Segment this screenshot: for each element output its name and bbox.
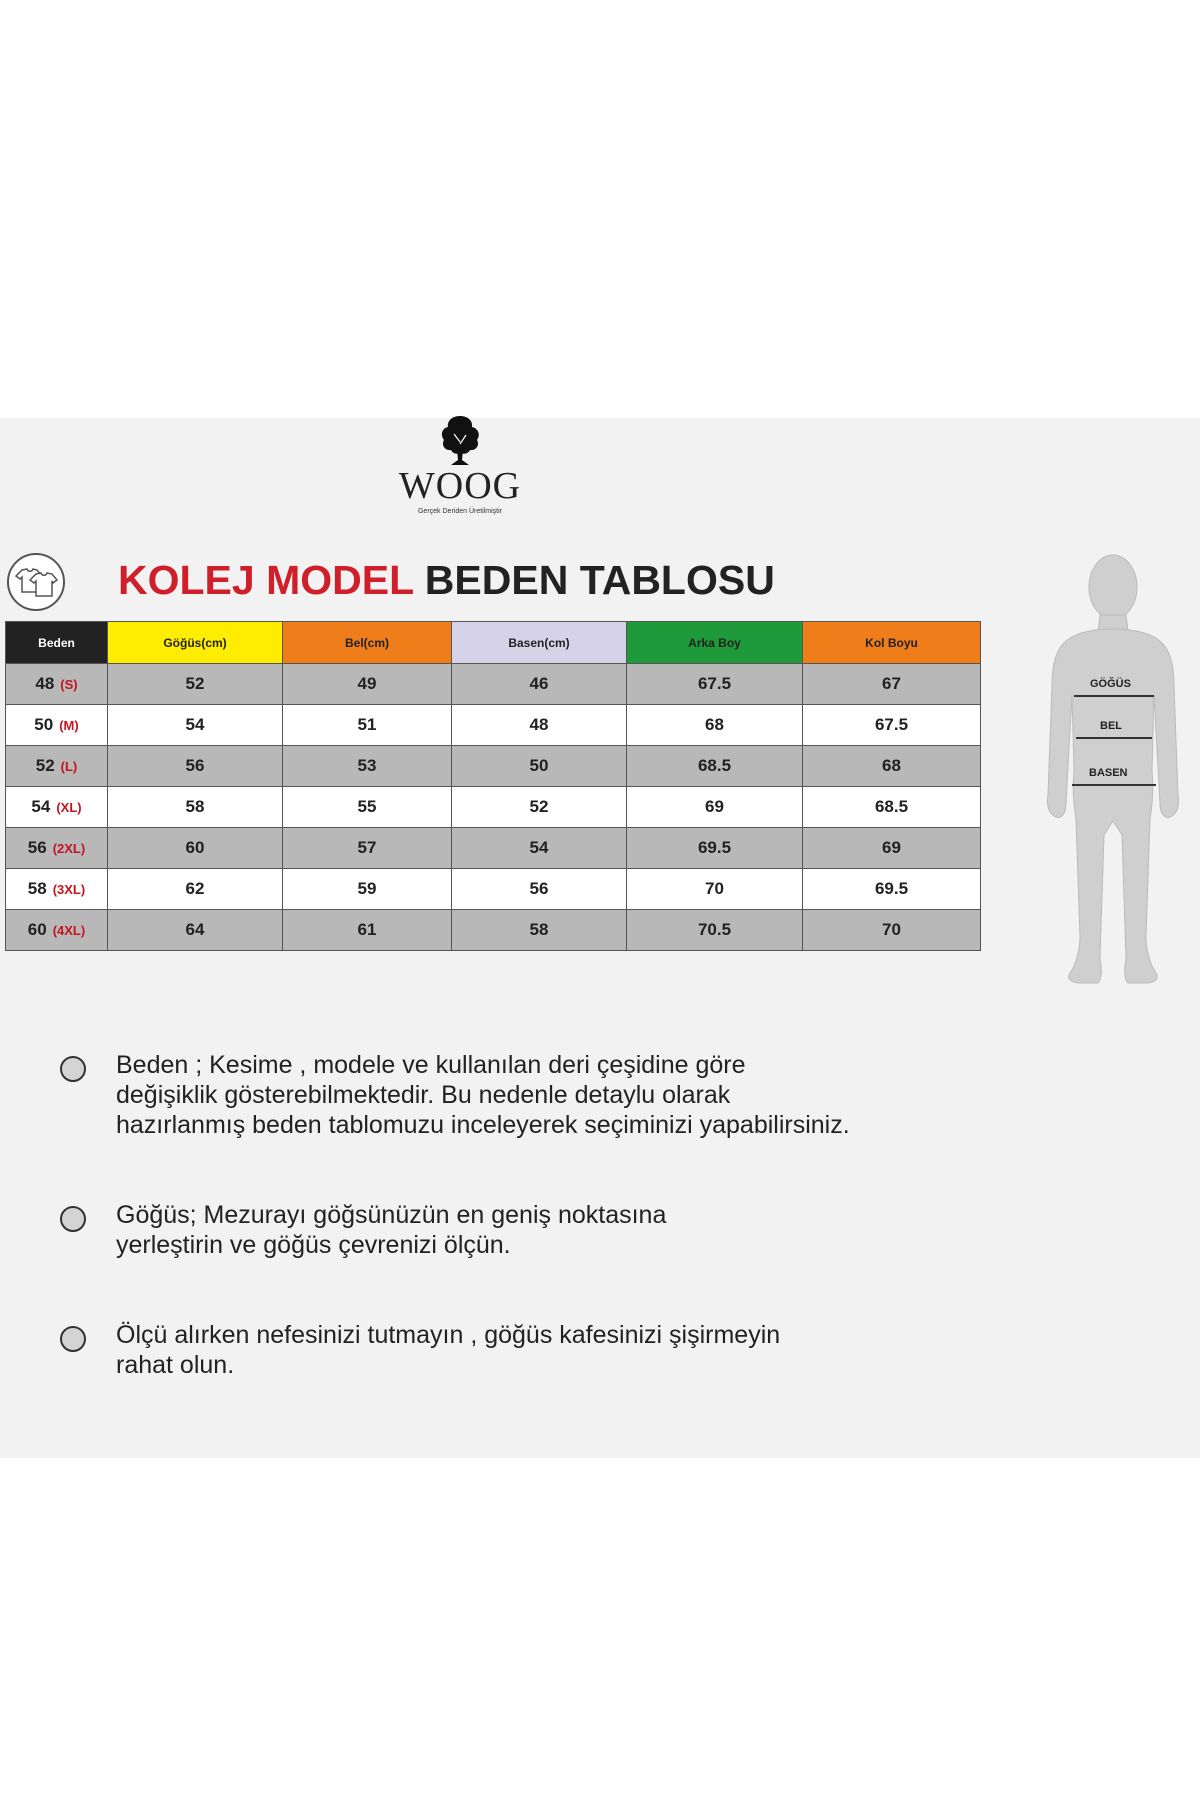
arka-boy-cell: 69: [627, 787, 803, 828]
bel-cell: 57: [283, 828, 452, 869]
body-silhouette-icon: [1028, 545, 1198, 1015]
header-arka-boy: Arka Boy: [627, 622, 803, 664]
table-row: [6, 705, 981, 746]
size-label: (4XL): [52, 923, 86, 938]
header-beden: Beden: [6, 622, 108, 664]
gogus-cell: 58: [108, 787, 283, 828]
size-cell: [6, 910, 108, 951]
tree-icon: [437, 412, 483, 468]
header-gogus: Göğüs(cm): [108, 622, 283, 664]
title-main: BEDEN TABLOSU: [424, 557, 775, 603]
tshirt-size-icon: [6, 552, 66, 612]
gogus-cell: 64: [108, 910, 283, 951]
brand-name: WOOG: [398, 465, 522, 507]
header-basen: Basen(cm): [452, 622, 627, 664]
size-label: (3XL): [52, 882, 86, 897]
table-header-row: [6, 622, 981, 664]
basen-measure-line: [1072, 784, 1156, 786]
page-title: [118, 557, 775, 604]
arka-boy-cell: 70: [627, 869, 803, 910]
basen-cell: 48: [452, 705, 627, 746]
size-label: (2XL): [52, 841, 86, 856]
note-text: Beden ; Kesime , modele ve kullanılan deri çeşidine göre değişiklik gösterebilmektedir. Bu nedenle detaylu olarak hazırlanmış beden tablomuzu inceleyerek seçiminizi yapabilirsiniz.: [116, 1051, 850, 1139]
gogus-cell: 62: [108, 869, 283, 910]
gogus-measure-line: [1074, 695, 1154, 697]
basen-cell: 58: [452, 910, 627, 951]
header-bel: Bel(cm): [283, 622, 452, 664]
body-measurement-figure: [1028, 545, 1198, 1015]
size-cell: [6, 746, 108, 787]
size-label: (XL): [56, 800, 82, 815]
size-label: (S): [60, 677, 78, 692]
size-number: 60: [27, 920, 47, 939]
basen-cell: 54: [452, 828, 627, 869]
arka-boy-cell: 70.5: [627, 910, 803, 951]
size-cell: [6, 705, 108, 746]
kol-boyu-cell: 69: [803, 828, 981, 869]
bel-measure-label: BEL: [1100, 720, 1122, 732]
size-number: 48: [35, 674, 55, 693]
bel-cell: 61: [283, 910, 452, 951]
size-cell: [6, 664, 108, 705]
gogus-cell: 52: [108, 664, 283, 705]
arka-boy-cell: 67.5: [627, 664, 803, 705]
size-cell: [6, 787, 108, 828]
brand-logo: [390, 412, 530, 515]
header-kol-boyu: Kol Boyu: [803, 622, 981, 664]
table-row: [6, 664, 981, 705]
bel-cell: 59: [283, 869, 452, 910]
note-text: Ölçü alırken nefesinizi tutmayın , göğüs kafesinizi şişirmeyin rahat olun.: [116, 1321, 781, 1379]
basen-measure-label: BASEN: [1089, 767, 1128, 779]
kol-boyu-cell: 69.5: [803, 869, 981, 910]
bel-cell: 49: [283, 664, 452, 705]
bel-cell: 53: [283, 746, 452, 787]
brand-tagline: Gerçek Deriden Üretilmiştir: [417, 508, 503, 515]
gogus-cell: 56: [108, 746, 283, 787]
size-number: 56: [27, 838, 47, 857]
arka-boy-cell: 69.5: [627, 828, 803, 869]
basen-cell: 46: [452, 664, 627, 705]
bottom-blank-area: [0, 1458, 1200, 1800]
kol-boyu-cell: 68: [803, 746, 981, 787]
size-label: (L): [60, 759, 78, 774]
gogus-measure-label: GÖĞÜS: [1090, 678, 1131, 690]
basen-cell: 56: [452, 869, 627, 910]
size-number: 50: [34, 715, 54, 734]
kol-boyu-cell: 68.5: [803, 787, 981, 828]
size-cell: [6, 869, 108, 910]
table-row: [6, 787, 981, 828]
kol-boyu-cell: 67.5: [803, 705, 981, 746]
size-table: [5, 621, 981, 951]
size-number: 54: [31, 797, 51, 816]
basen-cell: 50: [452, 746, 627, 787]
bel-cell: 51: [283, 705, 452, 746]
arka-boy-cell: 68.5: [627, 746, 803, 787]
table-row: [6, 910, 981, 951]
bullet-icon: [60, 1206, 86, 1232]
table-row: [6, 828, 981, 869]
kol-boyu-cell: 70: [803, 910, 981, 951]
size-label: (M): [59, 718, 79, 733]
top-blank-area: [0, 0, 1200, 418]
size-cell: [6, 828, 108, 869]
size-number: 52: [35, 756, 55, 775]
title-model: KOLEJ MODEL: [118, 557, 414, 603]
bullet-icon: [60, 1326, 86, 1352]
gogus-cell: 60: [108, 828, 283, 869]
bel-cell: 55: [283, 787, 452, 828]
bel-measure-line: [1076, 737, 1152, 739]
table-row: [6, 746, 981, 787]
gogus-cell: 54: [108, 705, 283, 746]
note-text: Göğüs; Mezurayı göğsünüzün en geniş noktasına yerleştirin ve göğüs çevrenizi ölçün.: [116, 1201, 667, 1259]
arka-boy-cell: 68: [627, 705, 803, 746]
basen-cell: 52: [452, 787, 627, 828]
bullet-icon: [60, 1056, 86, 1082]
kol-boyu-cell: 67: [803, 664, 981, 705]
size-number: 58: [27, 879, 47, 898]
table-row: [6, 869, 981, 910]
